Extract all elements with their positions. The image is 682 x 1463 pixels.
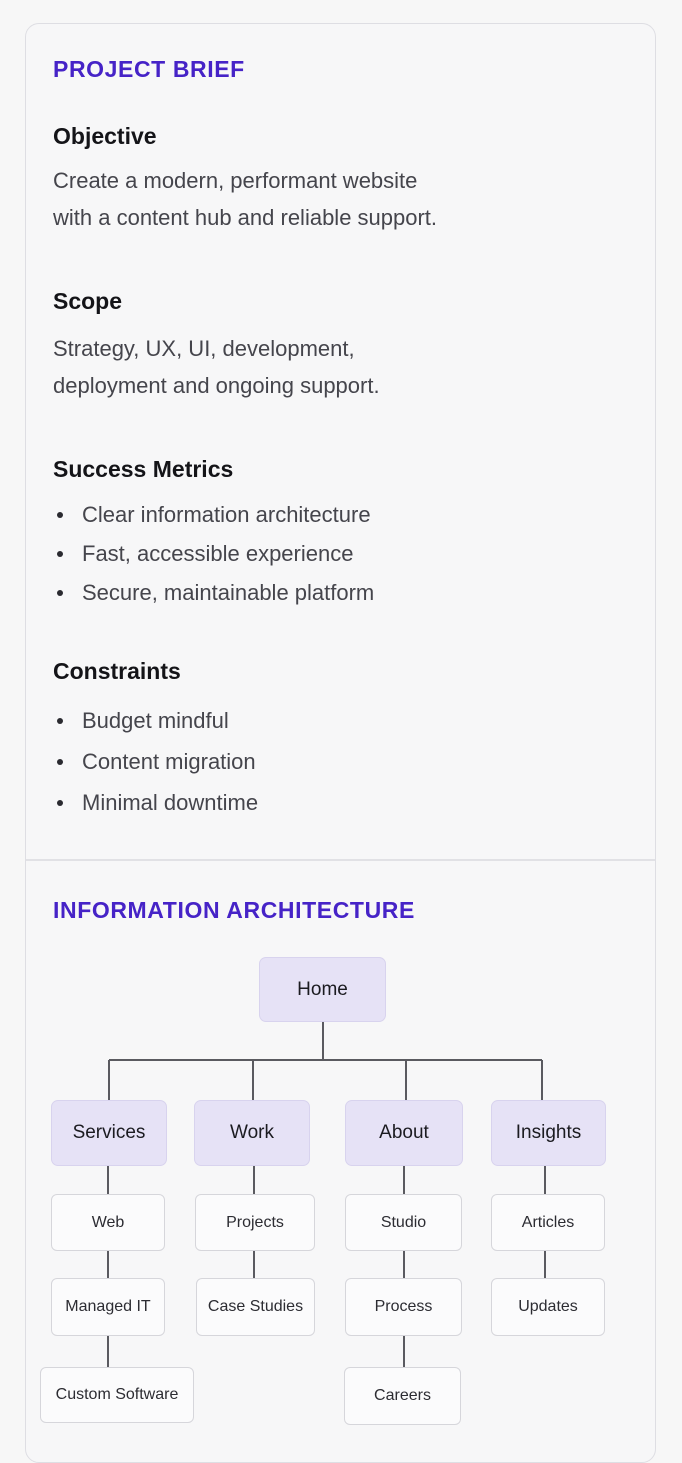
bullet-icon — [57, 590, 63, 596]
scope-text — [53, 330, 380, 404]
objective-line: with a content hub and reliable support. — [53, 205, 438, 230]
node-managed-it[interactable]: Managed IT — [51, 1278, 165, 1336]
scope-title: Scope — [53, 288, 123, 314]
objective-text — [53, 162, 437, 236]
list-item — [53, 495, 374, 534]
success-metrics-title: Success Metrics — [53, 456, 234, 482]
information-architecture-heading: INFORMATION ARCHITECTURE — [53, 897, 415, 923]
list-item-text: Budget mindful — [82, 708, 229, 733]
bullet-icon — [57, 718, 63, 724]
section-divider — [26, 859, 655, 861]
list-item — [53, 741, 258, 782]
list-item — [53, 534, 374, 573]
bullet-icon — [57, 759, 63, 765]
node-insights[interactable]: Insights — [491, 1100, 606, 1166]
list-item-text: Minimal downtime — [82, 790, 259, 815]
node-careers[interactable]: Careers — [344, 1367, 461, 1425]
node-web[interactable]: Web — [51, 1194, 165, 1251]
node-projects[interactable]: Projects — [195, 1194, 315, 1251]
list-item — [53, 700, 258, 741]
constraints-list — [53, 700, 258, 823]
node-about[interactable]: About — [345, 1100, 463, 1166]
objective-title: Objective — [53, 123, 157, 149]
list-item-text: Content migration — [82, 749, 256, 774]
node-process[interactable]: Process — [345, 1278, 462, 1336]
list-item — [53, 573, 374, 612]
node-custom-software[interactable]: Custom Software — [40, 1367, 194, 1423]
bullet-icon — [57, 551, 63, 557]
success-metrics-list — [53, 495, 374, 612]
list-item — [53, 782, 258, 823]
list-item-text: Secure, maintainable platform — [82, 580, 375, 605]
node-articles[interactable]: Articles — [491, 1194, 605, 1251]
list-item-text: Fast, accessible experience — [82, 541, 354, 566]
constraints-title: Constraints — [53, 658, 181, 684]
project-brief-heading: PROJECT BRIEF — [53, 56, 245, 82]
node-studio[interactable]: Studio — [345, 1194, 462, 1251]
node-work[interactable]: Work — [194, 1100, 310, 1166]
bullet-icon — [57, 800, 63, 806]
node-home[interactable]: Home — [259, 957, 386, 1022]
node-services[interactable]: Services — [51, 1100, 167, 1166]
list-item-text: Clear information architecture — [82, 502, 371, 527]
node-case-studies[interactable]: Case Studies — [196, 1278, 315, 1336]
scope-line: Strategy, UX, UI, development, — [53, 336, 355, 361]
node-updates[interactable]: Updates — [491, 1278, 605, 1336]
scope-line: deployment and ongoing support. — [53, 373, 380, 398]
objective-line: Create a modern, performant website — [53, 168, 418, 193]
bullet-icon — [57, 512, 63, 518]
